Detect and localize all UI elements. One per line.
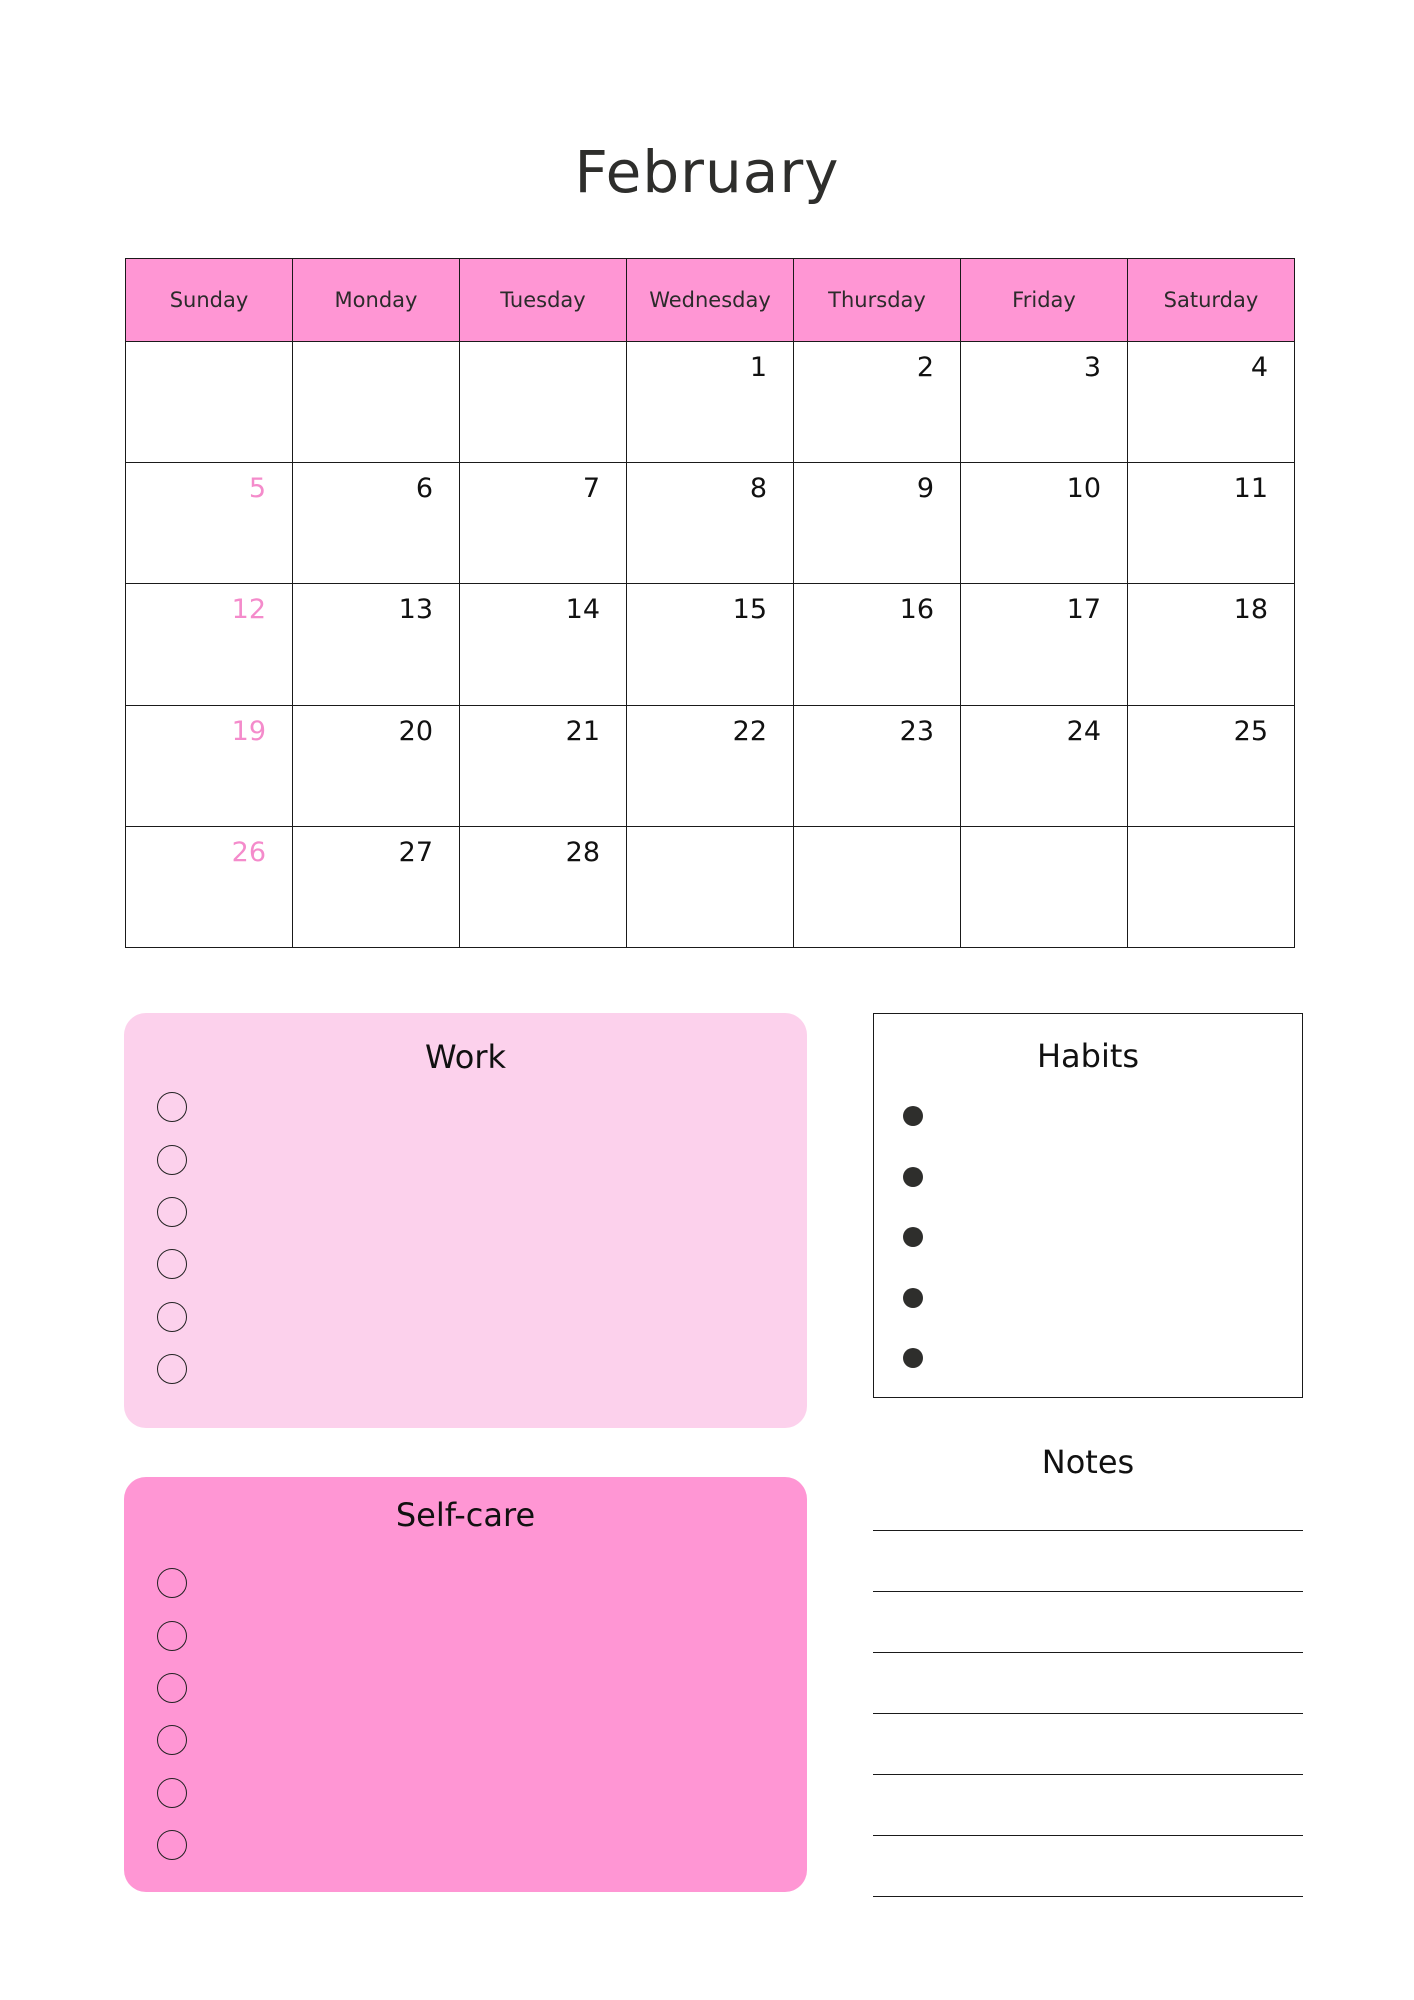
calendar-day-cell[interactable] [627,705,794,826]
day-number: 27 [398,836,433,868]
calendar-day-cell[interactable] [1128,463,1295,584]
calendar-day-cell[interactable] [627,826,794,947]
weekday-header: Tuesday [460,259,627,342]
day-number: 25 [1233,715,1268,747]
calendar-day-cell[interactable] [794,826,961,947]
habit-item [903,1288,923,1349]
work-checklist-item [157,1343,187,1395]
note-line[interactable] [873,1713,1303,1714]
calendar-day-cell[interactable] [293,584,460,705]
work-panel [124,1013,807,1428]
day-number: 23 [899,715,934,747]
day-number: 11 [1233,473,1268,505]
calendar-day-cell[interactable] [794,705,961,826]
calendar-day-cell[interactable] [126,826,293,947]
calendar-day-cell[interactable] [460,705,627,826]
habit-item [903,1348,923,1409]
calendar-grid [125,258,1295,948]
calendar-day-cell[interactable] [961,705,1128,826]
work-checklist-item [157,1081,187,1133]
note-line[interactable] [873,1652,1303,1653]
checkbox-circle-icon[interactable] [157,1830,187,1860]
calendar-day-cell[interactable] [126,584,293,705]
day-number: 28 [565,836,600,868]
selfcare-checklist-item [157,1714,187,1766]
day-number: 19 [231,715,266,747]
checkbox-circle-icon[interactable] [157,1778,187,1808]
selfcare-title: Self-care [395,1496,536,1534]
work-checklist-item [157,1186,187,1238]
calendar-day-cell[interactable] [794,463,961,584]
note-line[interactable] [873,1896,1303,1897]
day-number: 16 [899,594,934,626]
bullet-dot-icon [903,1288,923,1308]
calendar-day-cell[interactable] [1128,826,1295,947]
note-line[interactable] [873,1774,1303,1775]
day-number: 18 [1233,594,1268,626]
calendar-day-cell[interactable] [627,584,794,705]
checkbox-circle-icon[interactable] [157,1092,187,1122]
day-number: 14 [565,594,600,626]
day-number: 2 [916,352,934,383]
calendar-day-cell[interactable] [126,705,293,826]
day-number: 15 [732,594,767,626]
calendar-day-cell[interactable] [961,463,1128,584]
calendar-day-cell[interactable] [627,342,794,463]
calendar-day-cell[interactable] [293,705,460,826]
selfcare-checklist-item [157,1819,187,1871]
work-checklist [157,1081,187,1395]
calendar-day-cell[interactable] [1128,584,1295,705]
work-checklist-item [157,1238,187,1290]
calendar-day-cell[interactable] [460,463,627,584]
day-number: 21 [565,715,600,747]
checkbox-circle-icon[interactable] [157,1354,187,1384]
weekday-header: Sunday [126,259,293,342]
calendar-day-cell[interactable] [961,342,1128,463]
note-line[interactable] [873,1835,1303,1836]
day-number: 22 [732,715,767,747]
calendar-day-cell[interactable] [293,826,460,947]
selfcare-checklist-item [157,1767,187,1819]
day-number: 8 [749,473,767,505]
bullet-dot-icon [903,1106,923,1126]
day-number: 9 [916,473,934,505]
day-number: 5 [248,473,266,505]
notes-title: Notes [1041,1443,1135,1481]
habit-item [903,1167,923,1228]
habits-list [903,1106,923,1409]
day-number: 20 [398,715,433,747]
day-number: 4 [1250,352,1268,383]
calendar-day-cell[interactable] [1128,705,1295,826]
checkbox-circle-icon[interactable] [157,1302,187,1332]
calendar-day-cell[interactable] [961,826,1128,947]
selfcare-checklist-item [157,1557,187,1609]
calendar-day-cell[interactable] [1128,342,1295,463]
weekday-header: Wednesday [627,259,794,342]
calendar-day-cell[interactable] [293,463,460,584]
day-number: 13 [398,594,433,626]
note-line[interactable] [873,1530,1303,1531]
habit-item [903,1106,923,1167]
page-title: February [574,138,840,206]
habits-panel [873,1013,1303,1398]
calendar-week-row [126,826,1295,947]
day-number: 17 [1066,594,1101,626]
calendar-week-row [126,342,1295,463]
checkbox-circle-icon[interactable] [157,1145,187,1175]
weekday-header: Saturday [1128,259,1295,342]
selfcare-checklist-item [157,1662,187,1714]
calendar-week-row [126,463,1295,584]
day-number: 7 [582,473,600,505]
checkbox-circle-icon[interactable] [157,1621,187,1651]
bullet-dot-icon [903,1227,923,1247]
calendar-day-cell[interactable] [961,584,1128,705]
calendar-day-cell[interactable] [126,342,293,463]
calendar-day-cell[interactable] [794,342,961,463]
weekday-header: Friday [961,259,1128,342]
calendar-day-cell[interactable] [293,342,460,463]
habits-title: Habits [1036,1037,1140,1075]
calendar-day-cell[interactable] [627,463,794,584]
calendar-day-cell[interactable] [794,584,961,705]
bullet-dot-icon [903,1348,923,1368]
calendar-week-row [126,705,1295,826]
calendar-day-cell[interactable] [460,342,627,463]
selfcare-checklist-item [157,1609,187,1661]
calendar-week-row [126,584,1295,705]
day-number: 3 [1083,352,1101,383]
work-checklist-item [157,1133,187,1185]
checkbox-circle-icon[interactable] [157,1197,187,1227]
checkbox-circle-icon[interactable] [157,1673,187,1703]
checkbox-circle-icon[interactable] [157,1249,187,1279]
work-checklist-item [157,1291,187,1343]
note-line[interactable] [873,1591,1303,1592]
day-number: 1 [749,352,767,383]
day-number: 24 [1066,715,1101,747]
calendar-day-cell[interactable] [460,826,627,947]
weekday-header: Monday [293,259,460,342]
day-number: 6 [415,473,433,505]
calendar-day-cell[interactable] [126,463,293,584]
day-number: 26 [231,836,266,868]
day-number: 12 [231,594,266,626]
checkbox-circle-icon[interactable] [157,1725,187,1755]
calendar-day-cell[interactable] [460,584,627,705]
selfcare-panel [124,1477,807,1892]
bullet-dot-icon [903,1167,923,1187]
checkbox-circle-icon[interactable] [157,1568,187,1598]
weekday-header: Thursday [794,259,961,342]
habit-item [903,1227,923,1288]
day-number: 10 [1066,473,1101,505]
selfcare-checklist [157,1557,187,1871]
weekday-header-row [126,259,1295,342]
work-title: Work [424,1038,507,1076]
